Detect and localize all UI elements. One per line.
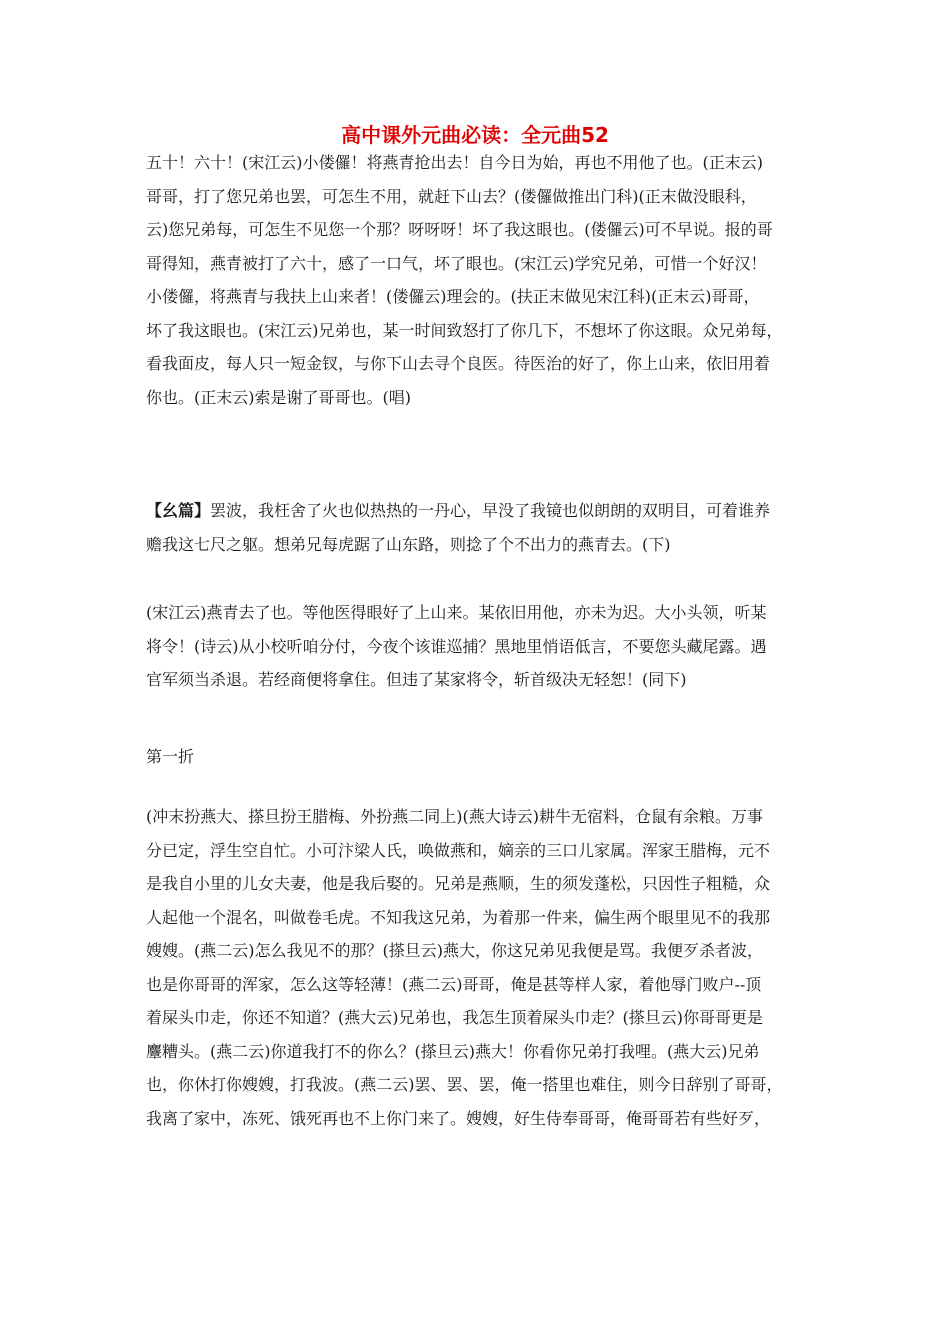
text-line: 小偻儸，将燕青与我扶上山来者！(偻儸云)理会的。(扶正末做见宋江科)(正末云)哥哥， [146, 287, 760, 306]
qupai-label: 【幺篇】 [146, 501, 211, 520]
text-line: 嫂嫂。(燕二云)怎么我见不的那？(搽旦云)燕大，你这兄弟见我便是骂。我便歹杀者波， [146, 941, 763, 960]
text-line: 官军须当杀退。若经商便将拿住。但违了某家将令，斩首级决无轻恕！(同下) [146, 670, 687, 689]
document-title: 高中课外元曲必读：全元曲52 [341, 123, 609, 147]
text-line: 是我自小里的儿女夫妻，他是我后娶的。兄弟是燕顺，生的须发蓬松，只因性子粗糙，众 [146, 874, 771, 893]
text-line-content: 罢波，我枉舍了火也似热热的一丹心，早没了我镜也似朗朗的双明目，可着谁养 [210, 501, 771, 520]
text-line: 着屎头巾走，你还不知道？(燕大云)兄弟也，我怎生顶着屎头巾走？(搽旦云)你哥哥更是 [146, 1008, 763, 1027]
text-line: 将令！(诗云)从小校听咱分付，今夜个该谁巡捕？黑地里悄语低言，不要您头藏尾露。遇 [146, 636, 767, 656]
text-line: (冲末扮燕大、搽旦扮王腊梅、外扮燕二同上)(燕大诗云)耕牛无宿料，仓鼠有余粮。万事 [146, 807, 763, 826]
text-line: 哥得知，燕青被打了六十，感了一口气，坏了眼也。(宋江云)学究兄弟，可惜一个好汉！ [146, 253, 767, 273]
text-line: (宋江云)燕青去了也。等他医得眼好了上山来。某依旧用他，亦未为迟。大小头领，听某 [146, 603, 767, 622]
text-line: 坏了我这眼也。(宋江云)兄弟也，某一时间致怒打了你几下，不想坏了你这眼。众兄弟每， [146, 320, 783, 340]
text-line: 麞糟头。(燕二云)你道我打不的你么？(搽旦云)燕大！你看你兄弟打我哩。(燕大云)兄弟 [146, 1041, 760, 1061]
paragraph-2 [146, 494, 816, 561]
text-line [146, 494, 816, 528]
paragraph-3 [146, 596, 816, 697]
text-line: 哥哥，打了您兄弟也罢，可怎生不用，就赶下山去？(偻儸做推出门科)(正末做没眼科， [146, 186, 757, 206]
text-line: 人起他一个混名，叫做卷毛虎。不知我这兄弟，为着那一件来，偏生两个眼里见不的我那 [146, 907, 771, 927]
section-heading [146, 740, 816, 774]
text-line: 云)您兄弟每，可怎生不见您一个那？呀呀呀！坏了我这眼也。(偻儸云)可不早说。报的哥 [146, 220, 773, 239]
text-line: 看我面皮，每人只一短金钗，与你下山去寻个良医。待医治的好了，你上山来，依旧用着 [146, 354, 771, 373]
text-line: 也是你哥哥的浑家，怎么这等轻薄！(燕二云)哥哥，俺是甚等样人家，着他辱门败户--顶 [146, 974, 762, 994]
text-line: 你也。(正末云)索是谢了哥哥也。(唱) [146, 387, 411, 407]
section-heading-text: 第一折 [146, 747, 195, 766]
paragraph-4 [146, 800, 816, 1135]
text-line: 也，你休打你嫂嫂，打我波。(燕二云)罢、罢、罢，俺一搭里也难住，则今日辞别了哥哥， [146, 1075, 783, 1094]
text-line: 五十！六十！(宋江云)小偻儸！将燕青抢出去！自今日为始，再也不用他了也。(正末云) [146, 153, 763, 172]
text-line: 分已定，浮生空自忙。小可汴梁人氏，唤做燕和，嫡亲的三口儿家属。浑家王腊梅，元不 [146, 840, 771, 860]
paragraph-1 [146, 146, 816, 414]
text-line: 我离了家中，冻死、饿死再也不上你门来了。嫂嫂，好生侍奉哥哥，俺哥哥若有些好歹， [146, 1108, 771, 1128]
text-line: 赡我这七尺之躯。想弟兄每虎踞了山东路，则捻了个不出力的燕青去。(下) [146, 534, 671, 554]
